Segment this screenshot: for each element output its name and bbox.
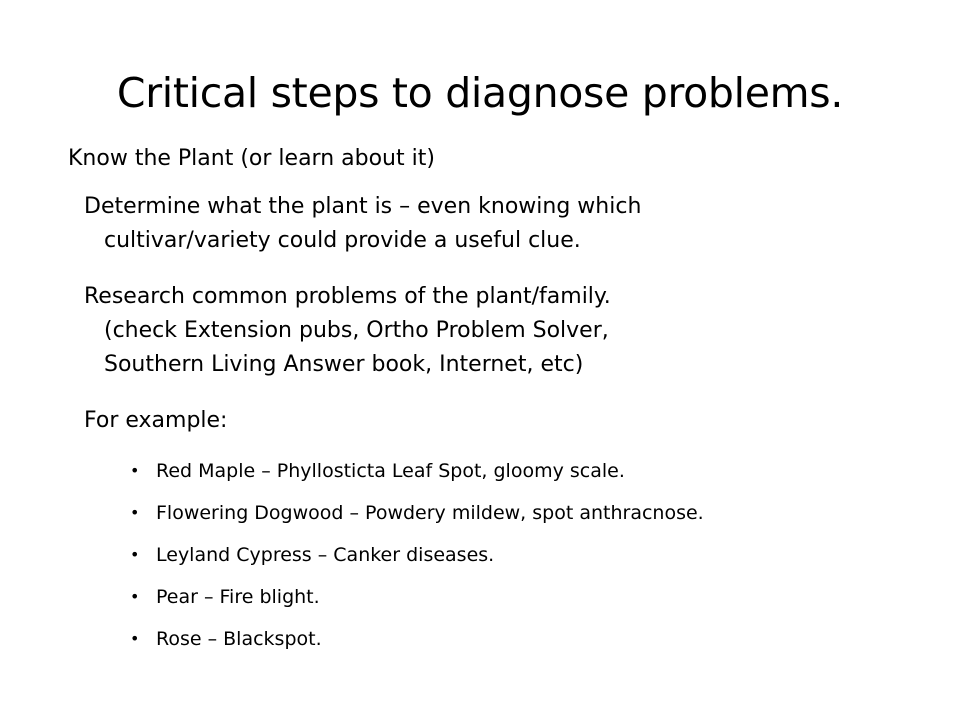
bullet-icon: • [130, 587, 140, 606]
bullet-icon: • [130, 503, 140, 522]
point-line: Research common problems of the plant/family. [84, 284, 611, 309]
list-item-text: Leyland Cypress – Canker diseases. [156, 544, 495, 566]
bullet-icon: • [130, 461, 140, 480]
point-line: cultivar/variety could provide a useful clue. [104, 228, 581, 253]
list-item-text: Flowering Dogwood – Powdery mildew, spot anthracnose. [156, 502, 704, 524]
point-line: (check Extension pubs, Ortho Problem Solver, [104, 318, 609, 343]
point-line: Southern Living Answer book, Internet, etc) [104, 352, 584, 377]
point-determine-plant [84, 190, 884, 258]
point-research-problems [84, 280, 884, 382]
list-item-text: Red Maple – Phyllosticta Leaf Spot, gloomy scale. [156, 460, 625, 482]
list-item-text: Rose – Blackspot. [156, 628, 322, 650]
list-item-text: Pear – Fire blight. [156, 586, 320, 608]
point-line: For example: [84, 408, 228, 433]
bullet-icon: • [130, 545, 140, 564]
heading-know-the-plant: Know the Plant (or learn about it) [68, 146, 435, 171]
point-line: Determine what the plant is – even knowing which [84, 194, 642, 219]
slide-title: Critical steps to diagnose problems. [116, 69, 844, 117]
point-for-example [84, 404, 884, 438]
bullet-icon: • [130, 629, 140, 648]
